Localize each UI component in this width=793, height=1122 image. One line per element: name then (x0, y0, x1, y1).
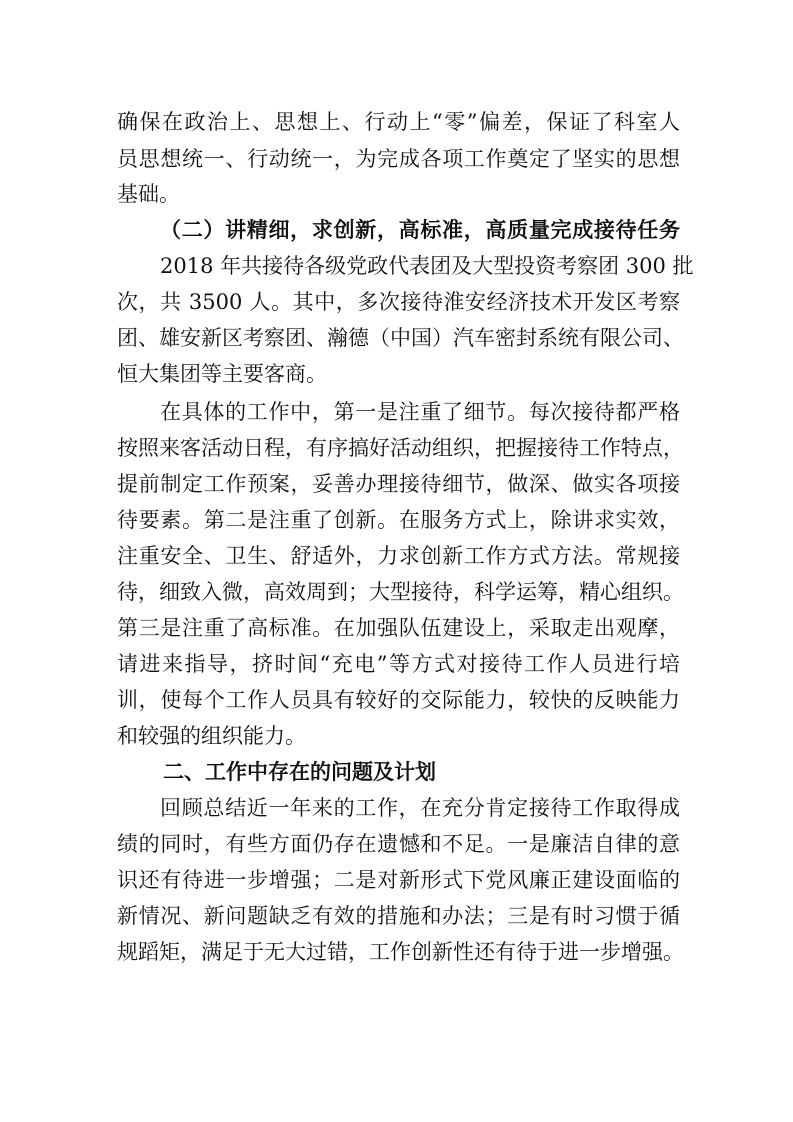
text-line: 按照来客活动日程，有序搞好活动组织，把握接待工作特点， (117, 436, 684, 460)
text-line: 训，使每个工作人员具有较好的交际能力，较快的反映能力 (117, 688, 680, 712)
section-heading: 二、工作中存在的问题及计划 (163, 760, 436, 784)
text-line: 规蹈矩，满足于无大过错，工作创新性还有待于进一步增强。 (117, 940, 684, 964)
text-line: 在具体的工作中，第一是注重了细节。每次接待都严格 (160, 400, 680, 424)
text-line: 员思想统一、行动统一，为完成各项工作奠定了坚实的思想 (117, 147, 680, 171)
text-line: 待要素。第二是注重了创新。在服务方式上，除讲求实效， (117, 508, 680, 532)
text-line: 确保在政治上、思想上、行动上“零”偏差，保证了科室人 (117, 110, 680, 134)
text-line: 提前制定工作预案，妥善办理接待细节，做深、做实各项接 (117, 472, 680, 496)
text-line: 基础。 (117, 182, 180, 206)
text-line: 回顾总结近一年来的工作，在充分肯定接待工作取得成 (160, 796, 680, 820)
text-line: 注重安全、卫生、舒适外，力求创新工作方式方法。常规接 (117, 544, 680, 568)
text-line: 识还有待进一步增强；二是对新形式下党风廉正建设面临的 (117, 868, 680, 892)
text-line: 和较强的组织能力。 (117, 724, 306, 748)
text-line: 第三是注重了高标准。在加强队伍建设上，采取走出观摩， (117, 616, 680, 640)
section-subheading: （二）讲精细，求创新，高标准，高质量完成接待任务 (160, 217, 680, 242)
text-line: 新情况、新问题缺乏有效的措施和办法；三是有时习惯于循 (117, 904, 680, 928)
text-line: 绩的同时，有些方面仍存在遗憾和不足。一是廉洁自律的意 (117, 832, 680, 856)
text-line: 待，细致入微，高效周到；大型接待，科学运筹，精心组织。 (117, 580, 684, 604)
text-line: 次，共 3500 人。其中，多次接待淮安经济技术开发区考察 (117, 290, 680, 314)
text-line: 请进来指导，挤时间“充电”等方式对接待工作人员进行培 (117, 652, 680, 676)
text-line: 恒大集团等主要客商。 (117, 362, 327, 386)
text-line: 团、雄安新区考察团、瀚德（中国）汽车密封系统有限公司、 (117, 326, 684, 350)
text-line: 2018 年共接待各级党政代表团及大型投资考察团 300 批 (160, 254, 694, 278)
